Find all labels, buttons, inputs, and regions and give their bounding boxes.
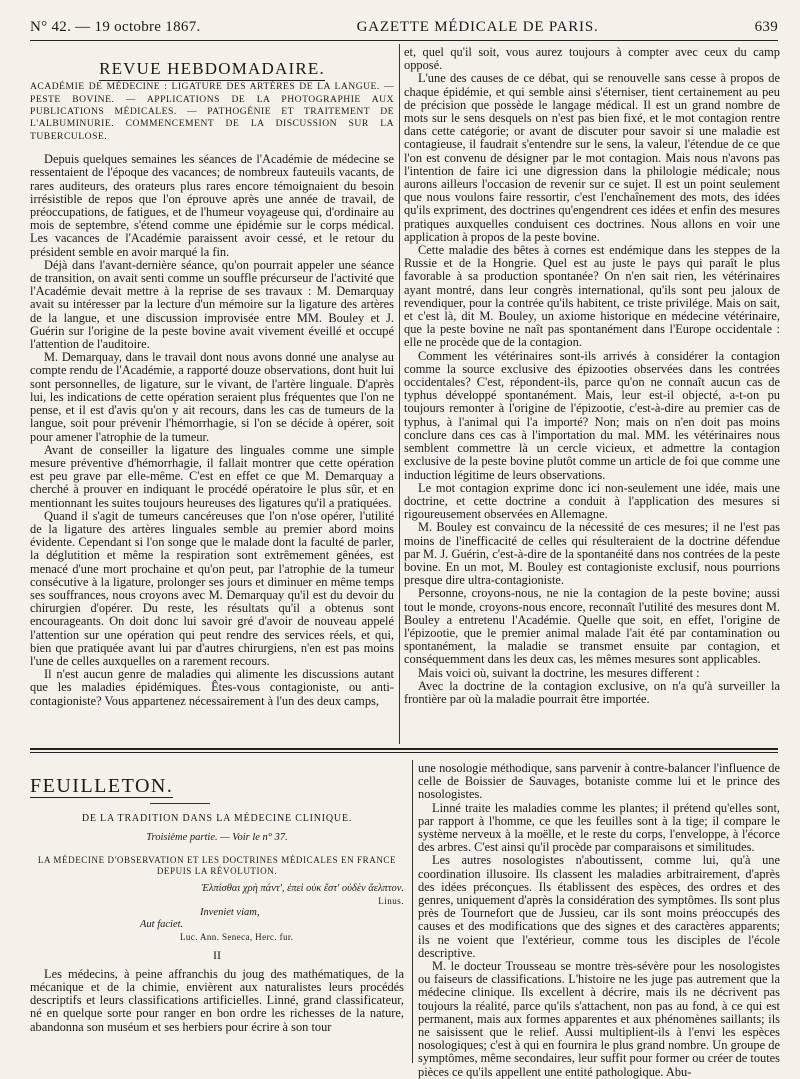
header-rule <box>30 40 778 41</box>
epigraph-greek: Ἐλπίσθαι χρὴ πάντ', ἐπεὶ οὐκ ἔστ' οὐδὲν ἄελπτον. Linus. <box>201 882 404 906</box>
revue-paragraph: Avant de conseiller la ligature des linguales comme une simple mesure préventive d'hémorrhagie, il fallait montrer que cette opération est peu grave par elle-même. C'est en effet ce que M. Demarquay a cherché à prouver en indiquant le procédé opératoire le plus sûr, et en mentionnant les suites toujours heureuses des ligatures qu'il a pratiquées. <box>30 442 394 510</box>
revue-paragraph: M. Demarquay, dans le travail dont nous avons donné une analyse au compte rendu de l'Académie, a rapporté douze observations, dont huit lui sont personnelles, de ligature, sur le vivant, de l'artère linguale. D'après lui, les indications de cette opération seraient plus fréquentes que l'on ne pense, et il est d'avis qu'on y ait recours, dans les cas de tumeurs de la langue, soit pour prévenir l'hémorrhagie, si l'on se décide à opérer, soit pour amener l'atrophie de la tumeur. <box>30 350 394 444</box>
revue-paragraph: Cette maladie des bêtes à cornes est endémique dans les steppes de la Russie et de la Hongrie. Quel est au juste le pays qui paraît le plus favorable à sa production spontanée? On n'en sait rien, les vétérinaires ayant montré, dans leur congrès international, qu'ils sont peu jaloux de revendiquer, pour la contrée qu'ils habitent, ce triste privilége. Mais on sait, et c'est là, dit M. Bouley, un axiome historique en médecine vétérinaire, que la peste bovine ne naît pas spontanément dans l'Europe occidentale : elle ne procède que de la contagion. <box>404 243 780 350</box>
revue-paragraph: M. Bouley est convaincu de la nécessité de ces mesures; il ne l'est pas moins de l'inefficacité de celles qui résulteraient de la doctrine défendue par M. J. Guérin, c'est-à-dire de la spontanéité dans nos contrées de la peste bovine. En un mot, M. Bouley est contagioniste exclusif, nous pourrions presque dire ultra-contagioniste. <box>404 520 780 588</box>
page-number: 639 <box>754 19 778 35</box>
feuilleton-paragraph: Les autres nosologistes n'aboutissent, comme lui, qu'à une coordination illusoire. Ils classent les maladies arbitrairement, d'après des idées préconçues. Ils établissent des espèces, des ordres et des genres, uniquement d'après la considération des symptômes. Ils sont plus près de Tournefort que de Jussieu, car ils sont moins préoccupés des causes et des modifications que des signes et des caractères apparents; ils ne voient que l'extérieur, comme tous les disciples de l'école descriptive. <box>418 853 780 960</box>
revue-paragraph: Déjà dans l'avant-dernière séance, qu'on pourrait appeler une séance de transition, on avait senti comme un souffle précurseur de l'activité que l'Académie devait mettre à la reprise de ses travaux : M. Demarquay avait su intéresser par la lecture d'un mémoire sur la ligature des artères de la langue, et une discussion improvisée entre MM. Bouley et J. Guérin sur l'origine de la peste bovine avait vivement éveillé et occupé l'attention de l'auditoire. <box>30 257 394 352</box>
title-rule <box>150 803 210 804</box>
running-head <box>30 8 778 36</box>
revue-paragraph: Personne, croyons-nous, ne nie la contagion de la peste bovine; aussi tout le monde, croyons-nous encore, reconnaît l'utilité des mesures dont M. Bouley a entretenu l'Académie. Quelle que soit, en effet, l'origine de l'épizootie, que le premier animal malade l'ait été par contamination ou spontanément, la maladie se transmet ensuite par contagion, et conséquemment dans les deux cas, les mêmes mesures sont applicables. <box>404 586 780 667</box>
revue-left-column <box>30 46 394 744</box>
revue-paragraph: Depuis quelques semaines les séances de l'Académie de médecine se ressentaient de l'époque des vacances; de nombreux fauteuils vacants, de rares auditeurs, des orateurs plus rares encore témoignaient du besoin irrésistible de repos que l'on éprouve après une année de travail, de préoccupations, de fatigues, et de l'humeur voyageuse qui, d'ordinaire au mois de septembre, s'étend comme une épidémie sur le corps médical. Les vacances de l'Académie paraissent avoir cessé, et le retour du président semble en avoir marqué la fin. <box>30 152 394 259</box>
feuilleton-left-column <box>30 762 404 1062</box>
revue-right-column <box>404 46 780 744</box>
epigraph-latin: Inveniet viam, Aut faciet. Luc. Ann. Seneca, Herc. fur. <box>140 906 294 942</box>
revue-paragraph: et, quel qu'il soit, vous aurez toujours à compter avec ceux du camp opposé. <box>404 45 780 73</box>
feuilleton-paragraph: Linné traite les maladies comme les plantes; il prétend qu'elles sont, par rapport à l'homme, ce que les feuilles sont à la tige; il compare le système nerveux à la moëlle, et le reste du corps, l'enveloppe, à l'écorce des arbres. C'est ainsi qu'il procède par comparaisons et similitudes. <box>418 800 780 855</box>
issue-date: N° 42. — 19 octobre 1867. <box>30 19 201 35</box>
feuilleton-separator-thin <box>30 752 778 753</box>
feuilleton-paragraph: une nosologie méthodique, sans parvenir à contre-balancer l'influence de celle de Boissier de Sauvages, botaniste comme lui et le prince des nosologistes. <box>418 761 780 802</box>
section-number: II <box>213 947 221 962</box>
column-divider <box>399 44 400 744</box>
article-part: Troisième partie. — Voir le n° 37. <box>146 832 288 844</box>
feuilleton-paragraph: Les médecins, à peine affranchis du joug des mathématiques, de la mécanique et de la chimie, envièrent aux naturalistes leurs procédés descriptifs et leurs classifications artificielles. Linné, grand classificateur, né en quelque sorte pour ranger en bon ordre les richesses de la nature, abandonna son muséum et ses herbiers pour écrire à son tour <box>30 966 404 1034</box>
revue-paragraph: Comment les vétérinaires sont-ils arrivés à considérer la contagion comme la source exclusive des épizooties observées dans les contrées occidentales? C'est, répondent-ils, parce qu'on ne connaît aucun cas de typhus développé spontanément. Mais, leur est-il objecté, a-t-on pu toujours remonter à l'origine de l'épizootie, c'est-à-dire au premier cas de typhus, à l'animal qui l'a importé? Non; mais on n'en doit pas moins conclure dans ces cas à l'importation du mal. MM. les vétérinaires nous semblent commettre là un cercle vicieux, et admettre la contagion exclusive de la peste bovine plutôt comme un article de foi que comme une induction légitime de leurs observations. <box>404 348 780 482</box>
revue-paragraph: L'une des causes de ce débat, qui se renouvelle sans cesse à propos de chaque épidémie, et qui semble ainsi s'éterniser, tient certainement au peu de précision que possède le langage médical. Il est un grand nombre de mots sur le sens desquels on n'est pas bien fixé, et le mot contagion rentre dans cette catégorie; or avant de discuter pour savoir si une maladie est contagieuse, il faudrait s'entendre sur le sens, la valeur, l'étendue de ce que l'on est convenu de désigner par le mot contagion. Mais nous n'avons pas l'intention de faire ici une digression dans la philologie médicale; nous aurons ailleurs l'occasion de revenir sur ce sujet. Il est un point seulement que nous voulons faire ressortir, c'est l'enchaînement des mots, des idées qu'ils expriment, des doctrines qu'engendrent ces idées et enfin des mesures pratiques auxquelles conduisent ces doctrines. Nous allons en voir une application à propos de la peste bovine. <box>404 71 780 244</box>
revue-paragraph: Mais voici où, suivant la doctrine, les mesures different : <box>418 665 700 680</box>
revue-summary: ACADÉMIE DE MÉDECINE : LIGATURE DES ARTÈRES DE LA LANGUE. — PESTE BOVINE. — APPLICATIONS DE LA PHOTOGRAPHIE AUX PUBLICATIONS MÉDICALES. — PATHOGÉNIE ET TRAITEMENT DE L'ALBUMINURIE. COMMENCEMENT DE LA DISCUSSION SUR LA TUBERCULOSE. <box>30 81 394 142</box>
article-subtitle: LA MÉDECINE D'OBSERVATION ET LES DOCTRINES MÉDICALES EN FRANCE DEPUIS LA RÉVOLUTION. <box>37 854 397 876</box>
feuilleton-right-column <box>418 761 780 1079</box>
revue-paragraph: Avec la doctrine de la contagion exclusive, on n'a qu'à surveiller la frontière par où la maladie pourrait être importée. <box>404 678 780 706</box>
article-title: DE LA TRADITION DANS LA MÉDECINE CLINIQUE. <box>81 813 353 825</box>
revue-paragraph: Il n'est aucun genre de maladies qui alimente les discussions autant que les maladies épidémiques. Êtes-vous contagioniste, ou anti-contagioniste? Vous appartenez nécessairement à l'un des deux camps, <box>30 667 394 708</box>
column-divider <box>412 760 413 1063</box>
revue-title: REVUE HEBDOMADAIRE. <box>30 62 394 75</box>
revue-paragraph: Quand il s'agit de tumeurs cancéreuses que l'on n'ose opérer, l'utilité de la ligature des artères linguales semble au premier abord moins évidente. Cependant si l'on songe que le malade dont la faculté de parler, la déglutition et même la respiration sont extrêmement gênées, est menacé d'une mort prochaine et qu'on peut, par l'atrophie de la tumeur consécutive à la ligature, prolonger ses jours et diminuer en même temps ses souffrances, nous croyons avec M. Demarquay qu'il est du devoir du chirurgien d'opérer. Du reste, les résultats qu'il a obtenus sont encourageants. On doit donc lui savoir gré d'avoir de nouveau appelé l'attention sur une opération qui peut rendre des services réels, et qui, bien que pratiquée avant lui par d'autres chirurgiens, n'en est pas moins l'une de celles auxquelles on a rarement recours. <box>30 508 394 668</box>
feuilleton-title: FEUILLETON. <box>30 775 174 797</box>
feuilleton-paragraph: M. le docteur Trousseau se montre très-sévère pour les nosologistes ou faiseurs de classifications. L'histoire ne les juge pas autrement que la médecine clinique. Ils excellent à décrire, mais ils ne décrivent pas toujours la réalité, parce qu'ils s'attachent, non pas au fond, à ce qui est permanent, mais aux formes apparentes et aux phénomènes saillants; ils ne saisissent que le relief. Aussi multiplient-ils à l'envi les espèces nosologiques; c'est à qui en fournira le plus grand nombre. Un groupe de symptômes, même secondaires, leur suffit pour former ou créer de toutes pièces ce qu'ils appellent une entité pathologique. Abu- <box>418 959 780 1079</box>
feuilleton-separator <box>30 748 778 750</box>
revue-paragraph: Le mot contagion exprime donc ici non-seulement une idée, mais une doctrine, et cette doctrine a conduit à l'application des mesures si rigoureusement observées en Allemagne. <box>404 480 780 522</box>
journal-title: GAZETTE MÉDICALE DE PARIS. <box>356 19 599 35</box>
